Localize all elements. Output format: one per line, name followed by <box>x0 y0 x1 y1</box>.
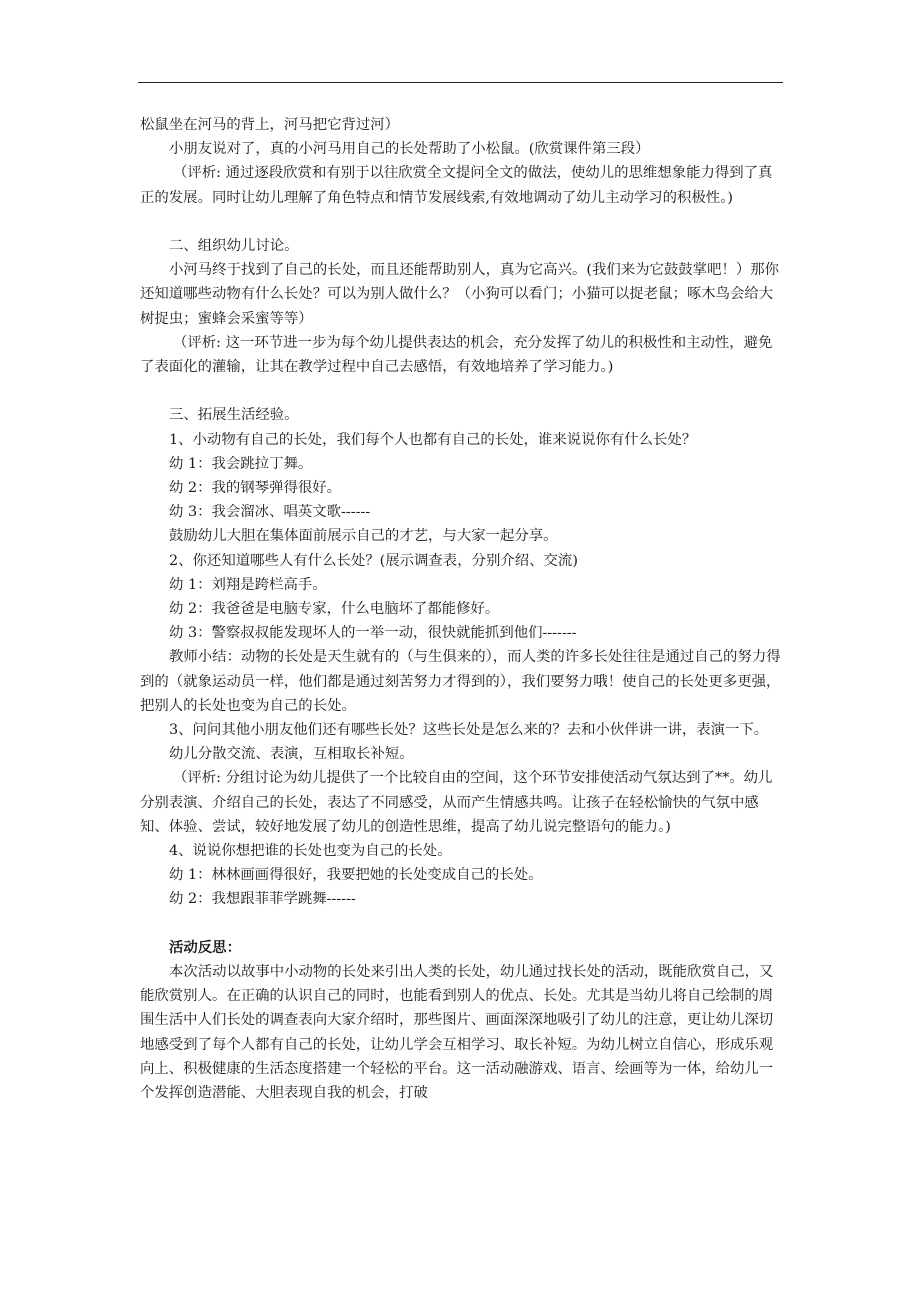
paragraph: 幼 2：我爸爸是电脑专家，什么电脑坏了都能修好。 <box>169 601 500 618</box>
paragraph-spacer <box>140 379 784 403</box>
header-rule <box>138 82 783 83</box>
paragraph: 本次活动以故事中小动物的长处来引出人类的长处，幼儿通过找长处的活动，既能欣赏自己，又能欣赏别人。在正确的认识自己的同时，也能看到别人的优点、长处。尤其是当幼儿将自己绘制的周围生活中人们长处的调查表向大家介绍时，那些图片、画面深深地吸引了幼儿的注意，更让幼儿深切地感受到了每个人都有自己的长处，让幼儿学会互相学习、取长补短。为幼儿树立自信心，形成乐观向上、积极健康的生活态度搭建一个轻松的平台。这一活动融游戏、语言、绘画等为一体，给幼儿一个发挥创造潜能、大胆表现自我的机会，打破 <box>140 964 774 1102</box>
paragraph: 3、问问其他小朋友他们还有哪些长处？这些长处是怎么来的？去和小伙伴讲一讲，表演一下。 <box>169 722 769 739</box>
paragraph: 幼 3：我会溜冰、唱英文歌------ <box>169 504 371 521</box>
paragraph: 4、说说你想把谁的长处也变为自己的长处。 <box>169 843 452 860</box>
paragraph-spacer <box>140 912 784 936</box>
paragraph: （评析: 通过逐段欣赏和有别于以往欣赏全文提问全文的做法，使幼儿的思维想象能力得到了真正的发展。同时让幼儿理解了角色特点和情节发展线索,有效地调动了幼儿主动学习的积极性。) <box>140 165 773 206</box>
document-body <box>140 113 784 1105</box>
paragraph: 1、小动物有自己的长处，我们每个人也都有自己的长处，谁来说说你有什么长处？ <box>169 431 697 448</box>
paragraph-spacer <box>140 210 784 234</box>
paragraph: 幼 3：警察叔叔能发现坏人的一举一动，很快就能抓到他们------- <box>169 625 577 642</box>
paragraph: 松鼠坐在河马的背上，河马把它背过河） <box>140 117 400 133</box>
paragraph: （评析: 这一环节进一步为每个幼儿提供表达的机会，充分发挥了幼儿的积极性和主动性，避免了表面化的灌输，让其在教学过程中自己去感悟，有效地培养了学习能力。) <box>140 334 773 376</box>
paragraph: 幼 1：我会跳拉丁舞。 <box>169 455 313 472</box>
paragraph: 幼 1：刘翔是跨栏高手。 <box>169 576 327 593</box>
paragraph: 小河马终于找到了自己的长处，而且还能帮助别人，真为它高兴。(我们来为它鼓鼓掌吧！）那你还知道哪些动物有什么长处？可以为别人做什么？（小狗可以看门；小猫可以捉老鼠；啄木鸟会给大树捉虫；蜜蜂会采蜜等等） <box>140 262 780 327</box>
paragraph: 教师小结：动物的长处是天生就有的（与生俱来的），而人类的许多长处往往是通过自己的努力得到的（就象运动员一样，他们都是通过刻苦努力才得到的），我们要努力哦！使自己的长处更多更强，把别人的长处也变为自己的长处。 <box>140 649 781 714</box>
paragraph: 鼓励幼儿大胆在集体面前展示自己的才艺，与大家一起分享。 <box>169 528 558 545</box>
paragraph: 幼 1：林林画画得很好，我要把她的长处变成自己的长处。 <box>169 867 543 884</box>
paragraph: 三、拓展生活经验。 <box>169 407 299 424</box>
paragraph: 幼 2：我的钢琴弹得很好。 <box>169 480 342 497</box>
paragraph: 幼儿分散交流、表演，互相取长补短。 <box>169 746 414 763</box>
paragraph: 小朋友说对了，真的小河马用自己的长处帮助了小松鼠。(欣赏课件第三段） <box>169 141 650 158</box>
paragraph: 幼 2：我想跟菲菲学跳舞------ <box>169 891 356 908</box>
section-heading: 活动反思： <box>169 938 241 956</box>
paragraph: 2、你还知道哪些人有什么长处？(展示调查表，分别介绍、交流) <box>169 552 578 569</box>
paragraph: （评析: 分组讨论为幼儿提供了一个比较自由的空间，这个环节安排使活动气氛达到了**。幼儿分别表演、介绍自己的长处，表达了不同感受，从而产生情感共鸣。让孩子在轻松愉快的气氛中感知、体验、尝试，较好地发展了幼儿的创造性思维，提高了幼儿说完整语句的能力。) <box>140 770 773 835</box>
paragraph: 二、组织幼儿讨论。 <box>169 238 299 254</box>
